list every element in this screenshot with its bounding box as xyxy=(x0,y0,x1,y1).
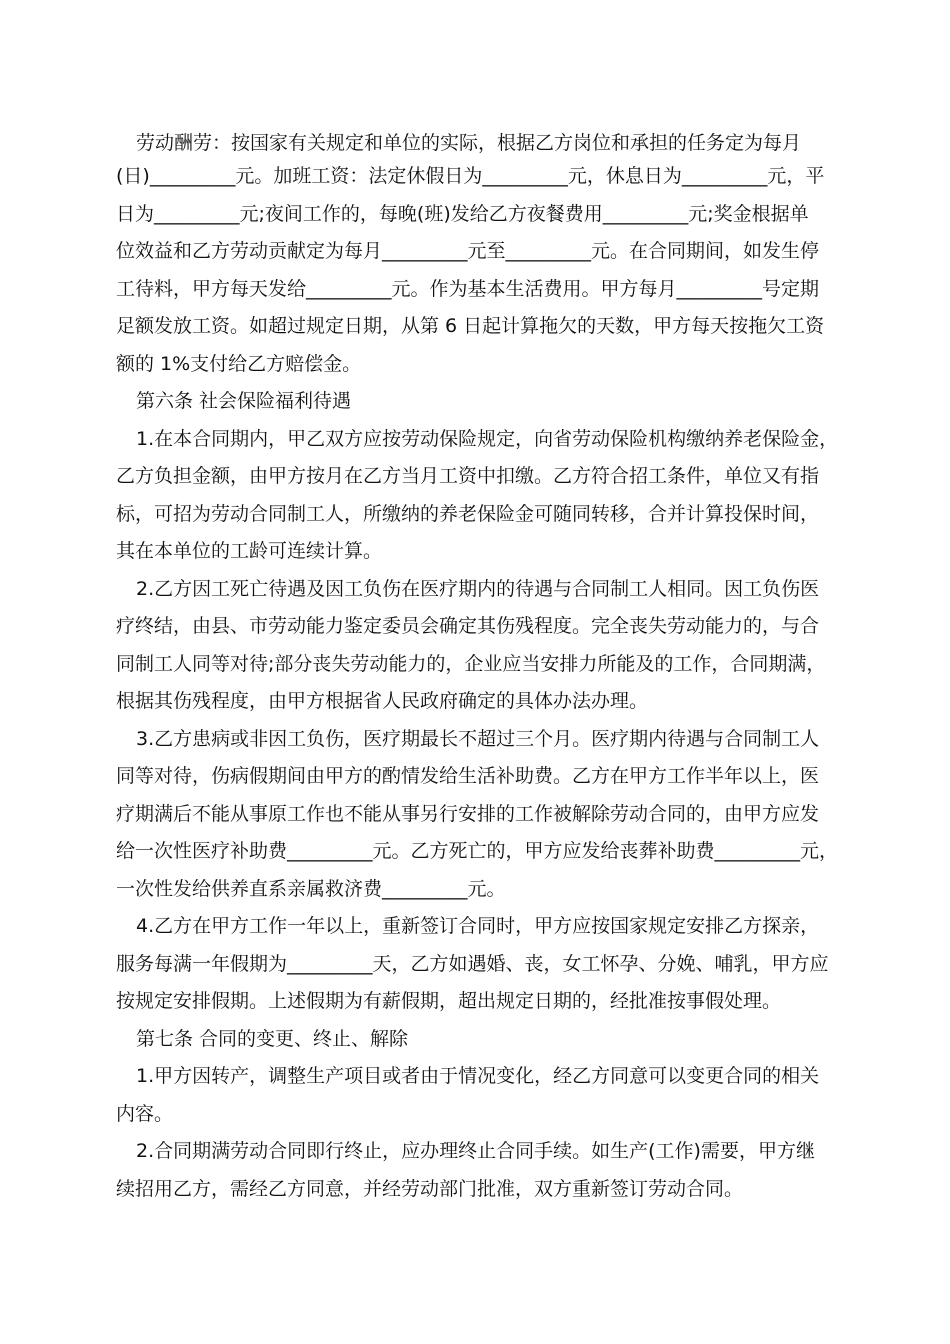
paragraph-line: 劳动酬劳：按国家有关规定和单位的实际，根据乙方岗位和承担的任务定为每月 xyxy=(136,132,802,154)
paragraph-line: 疗期满后不能从事原工作也不能从事另行安排的工作被解除劳动合同的，由甲方应发 xyxy=(116,803,820,825)
paragraph-line: (日)_________元。加班工资：法定休假日为_________元，休息日为_________元，平 xyxy=(116,165,825,187)
paragraph-line: 位效益和乙方劳动贡献定为每月_________元至_________元。在合同期间，如发生停 xyxy=(116,240,820,262)
paragraph-line: 1.甲方因转产，调整生产项目或者由于情况变化，经乙方同意可以变更合同的相关 xyxy=(136,1065,820,1087)
paragraph-line: 续招用乙方，需经乙方同意，并经劳动部门批准，双方重新签订劳动合同。 xyxy=(116,1178,744,1200)
paragraph-line: 按规定安排假期。上述假期为有薪假期，超出规定日期的，经批准按事假处理。 xyxy=(116,990,782,1012)
paragraph-line: 4.乙方在甲方工作一年以上，重新签订合同时，甲方应按国家规定安排乙方探亲， xyxy=(136,915,820,937)
paragraph-line: 服务每满一年假期为_________天，乙方如遇婚、丧，女工怀孕、分娩、哺乳，甲方应 xyxy=(116,953,829,975)
section-heading: 第七条 合同的变更、终止、解除 xyxy=(136,1028,409,1050)
paragraph-line: 疗终结，由县、市劳动能力鉴定委员会确定其伤残程度。完全丧失劳动能力的，与合 xyxy=(116,615,820,637)
section-heading: 第六条 社会保险福利待遇 xyxy=(136,390,352,412)
paragraph-line: 工待料，甲方每天发给_________元。作为基本生活费用。甲方每月_________号定期 xyxy=(116,278,820,300)
paragraph-line: 一次性发给供养直系亲属救济费_________元。 xyxy=(116,878,506,900)
paragraph-line: 额的 1%支付给乙方赔偿金。 xyxy=(116,353,362,375)
paragraph-line: 其在本单位的工龄可连续计算。 xyxy=(116,540,383,562)
paragraph-line: 内容。 xyxy=(116,1103,174,1125)
paragraph-line: 3.乙方患病或非因工负伤，医疗期最长不超过三个月。医疗期内待遇与合同制工人 xyxy=(136,728,820,750)
paragraph-line: 足额发放工资。如超过规定日期，从第 6 日起计算拖欠的天数，甲方每天按拖欠工资 xyxy=(116,315,825,337)
paragraph-line: 根据其伤残程度，由甲方根据省人民政府确定的具体办法办理。 xyxy=(116,690,649,712)
paragraph-line: 乙方负担金额，由甲方按月在乙方当月工资中扣缴。乙方符合招工条件，单位又有指 xyxy=(116,465,820,487)
paragraph-line: 日为_________元;夜间工作的，每晚(班)发给乙方夜餐费用_________元;奖金根据单 xyxy=(116,203,809,225)
paragraph-line: 同制工人同等对待;部分丧失劳动能力的，企业应当安排力所能及的工作，合同期满， xyxy=(116,653,826,675)
paragraph-line: 2.合同期满劳动合同即行终止，应办理终止合同手续。如生产(工作)需要，甲方继 xyxy=(136,1140,815,1162)
paragraph-line: 同等对待，伤病假期间由甲方的酌情发给生活补助费。乙方在甲方工作半年以上，医 xyxy=(116,765,820,787)
paragraph-line: 2.乙方因工死亡待遇及因工负伤在医疗期内的待遇与合同制工人相同。因工负伤医 xyxy=(136,578,820,600)
paragraph-line: 标，可招为劳动合同制工人，所缴纳的养老保险金可随同转移，合并计算投保时间， xyxy=(116,503,820,525)
paragraph-line: 给一次性医疗补助费_________元。乙方死亡的，甲方应发给丧葬补助费_________元， xyxy=(116,840,839,862)
paragraph-line: 1.在本合同期内，甲乙双方应按劳动保险规定，向省劳动保险机构缴纳养老保险金， xyxy=(136,428,839,450)
